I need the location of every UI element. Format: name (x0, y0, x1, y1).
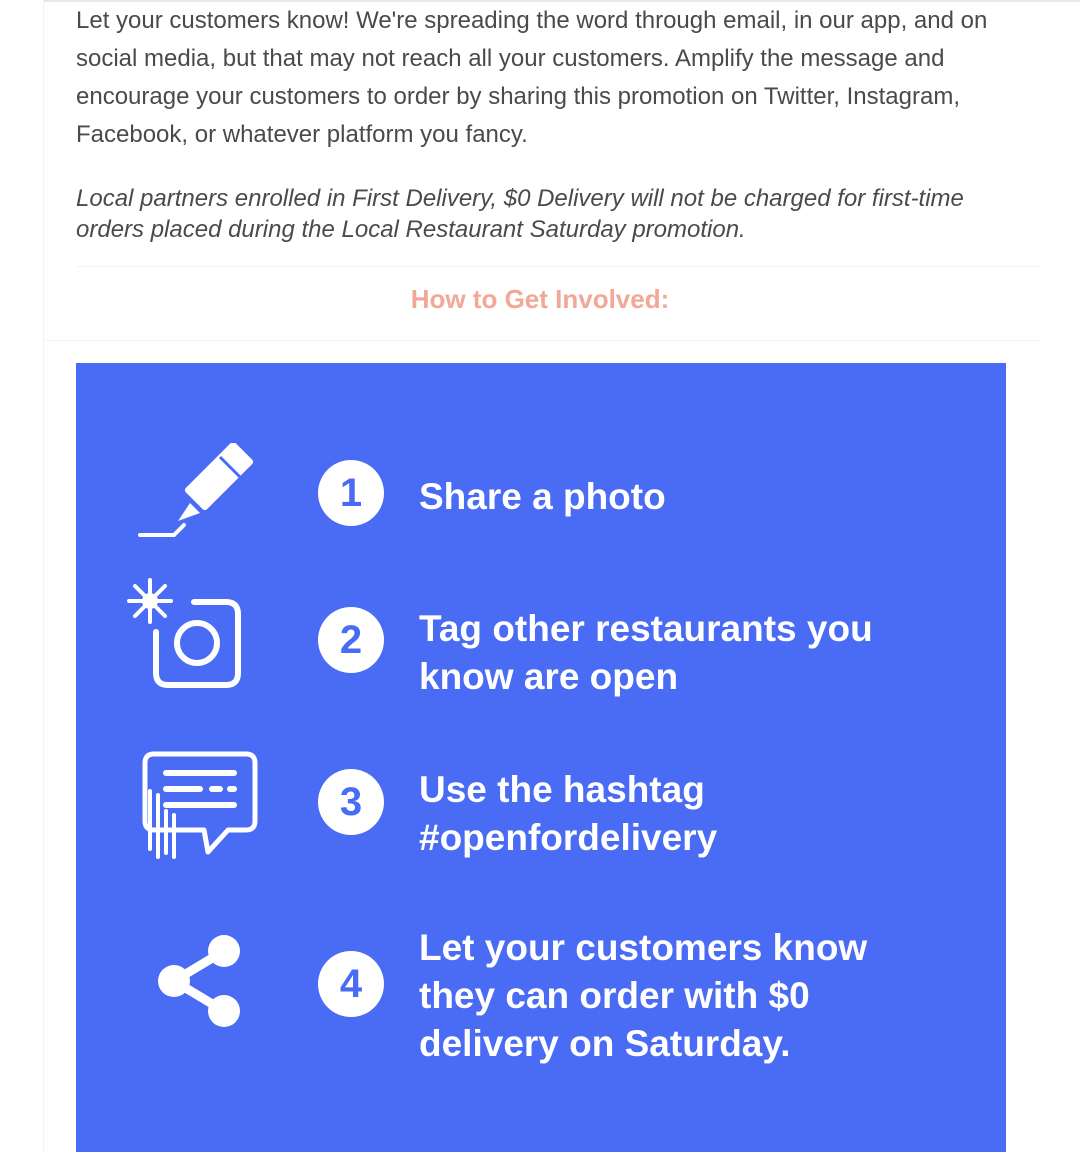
camera-icon (126, 578, 250, 693)
step-number: 3 (318, 769, 384, 835)
step-text: Tag other restaurants you know are open (419, 608, 873, 697)
step-number: 1 (318, 460, 384, 526)
section-divider (76, 266, 1040, 267)
left-border (43, 0, 44, 1152)
step-text: Let your customers know they can order with $0 delivery on Saturday. (419, 927, 868, 1064)
delivery-note: Local partners enrolled in First Delivery, $0 Delivery will not be charged for first-time orders placed during the Local Restaurant Saturday promotion. (76, 185, 964, 243)
step-number: 4 (318, 951, 384, 1017)
chat-bubble-icon (142, 751, 258, 859)
step-text: Share a photo (419, 476, 666, 517)
how-to-panel (76, 363, 1006, 1152)
intro-paragraph: Let your customers know! We're spreading the word through email, in our app, and on social media, but that may not reach all your customers. Amplify the message and encourage your customers to order by sharing this promotion on Twitter, Instagram, Facebook, or whatever platform you fancy. (76, 7, 988, 148)
section-title: How to Get Involved: (410, 284, 670, 314)
step-number: 2 (318, 607, 384, 673)
share-icon (156, 933, 246, 1029)
section-divider-lower (44, 340, 1040, 341)
pen-icon (138, 443, 262, 543)
step-text: Use the hashtag #openfordelivery (419, 769, 718, 858)
